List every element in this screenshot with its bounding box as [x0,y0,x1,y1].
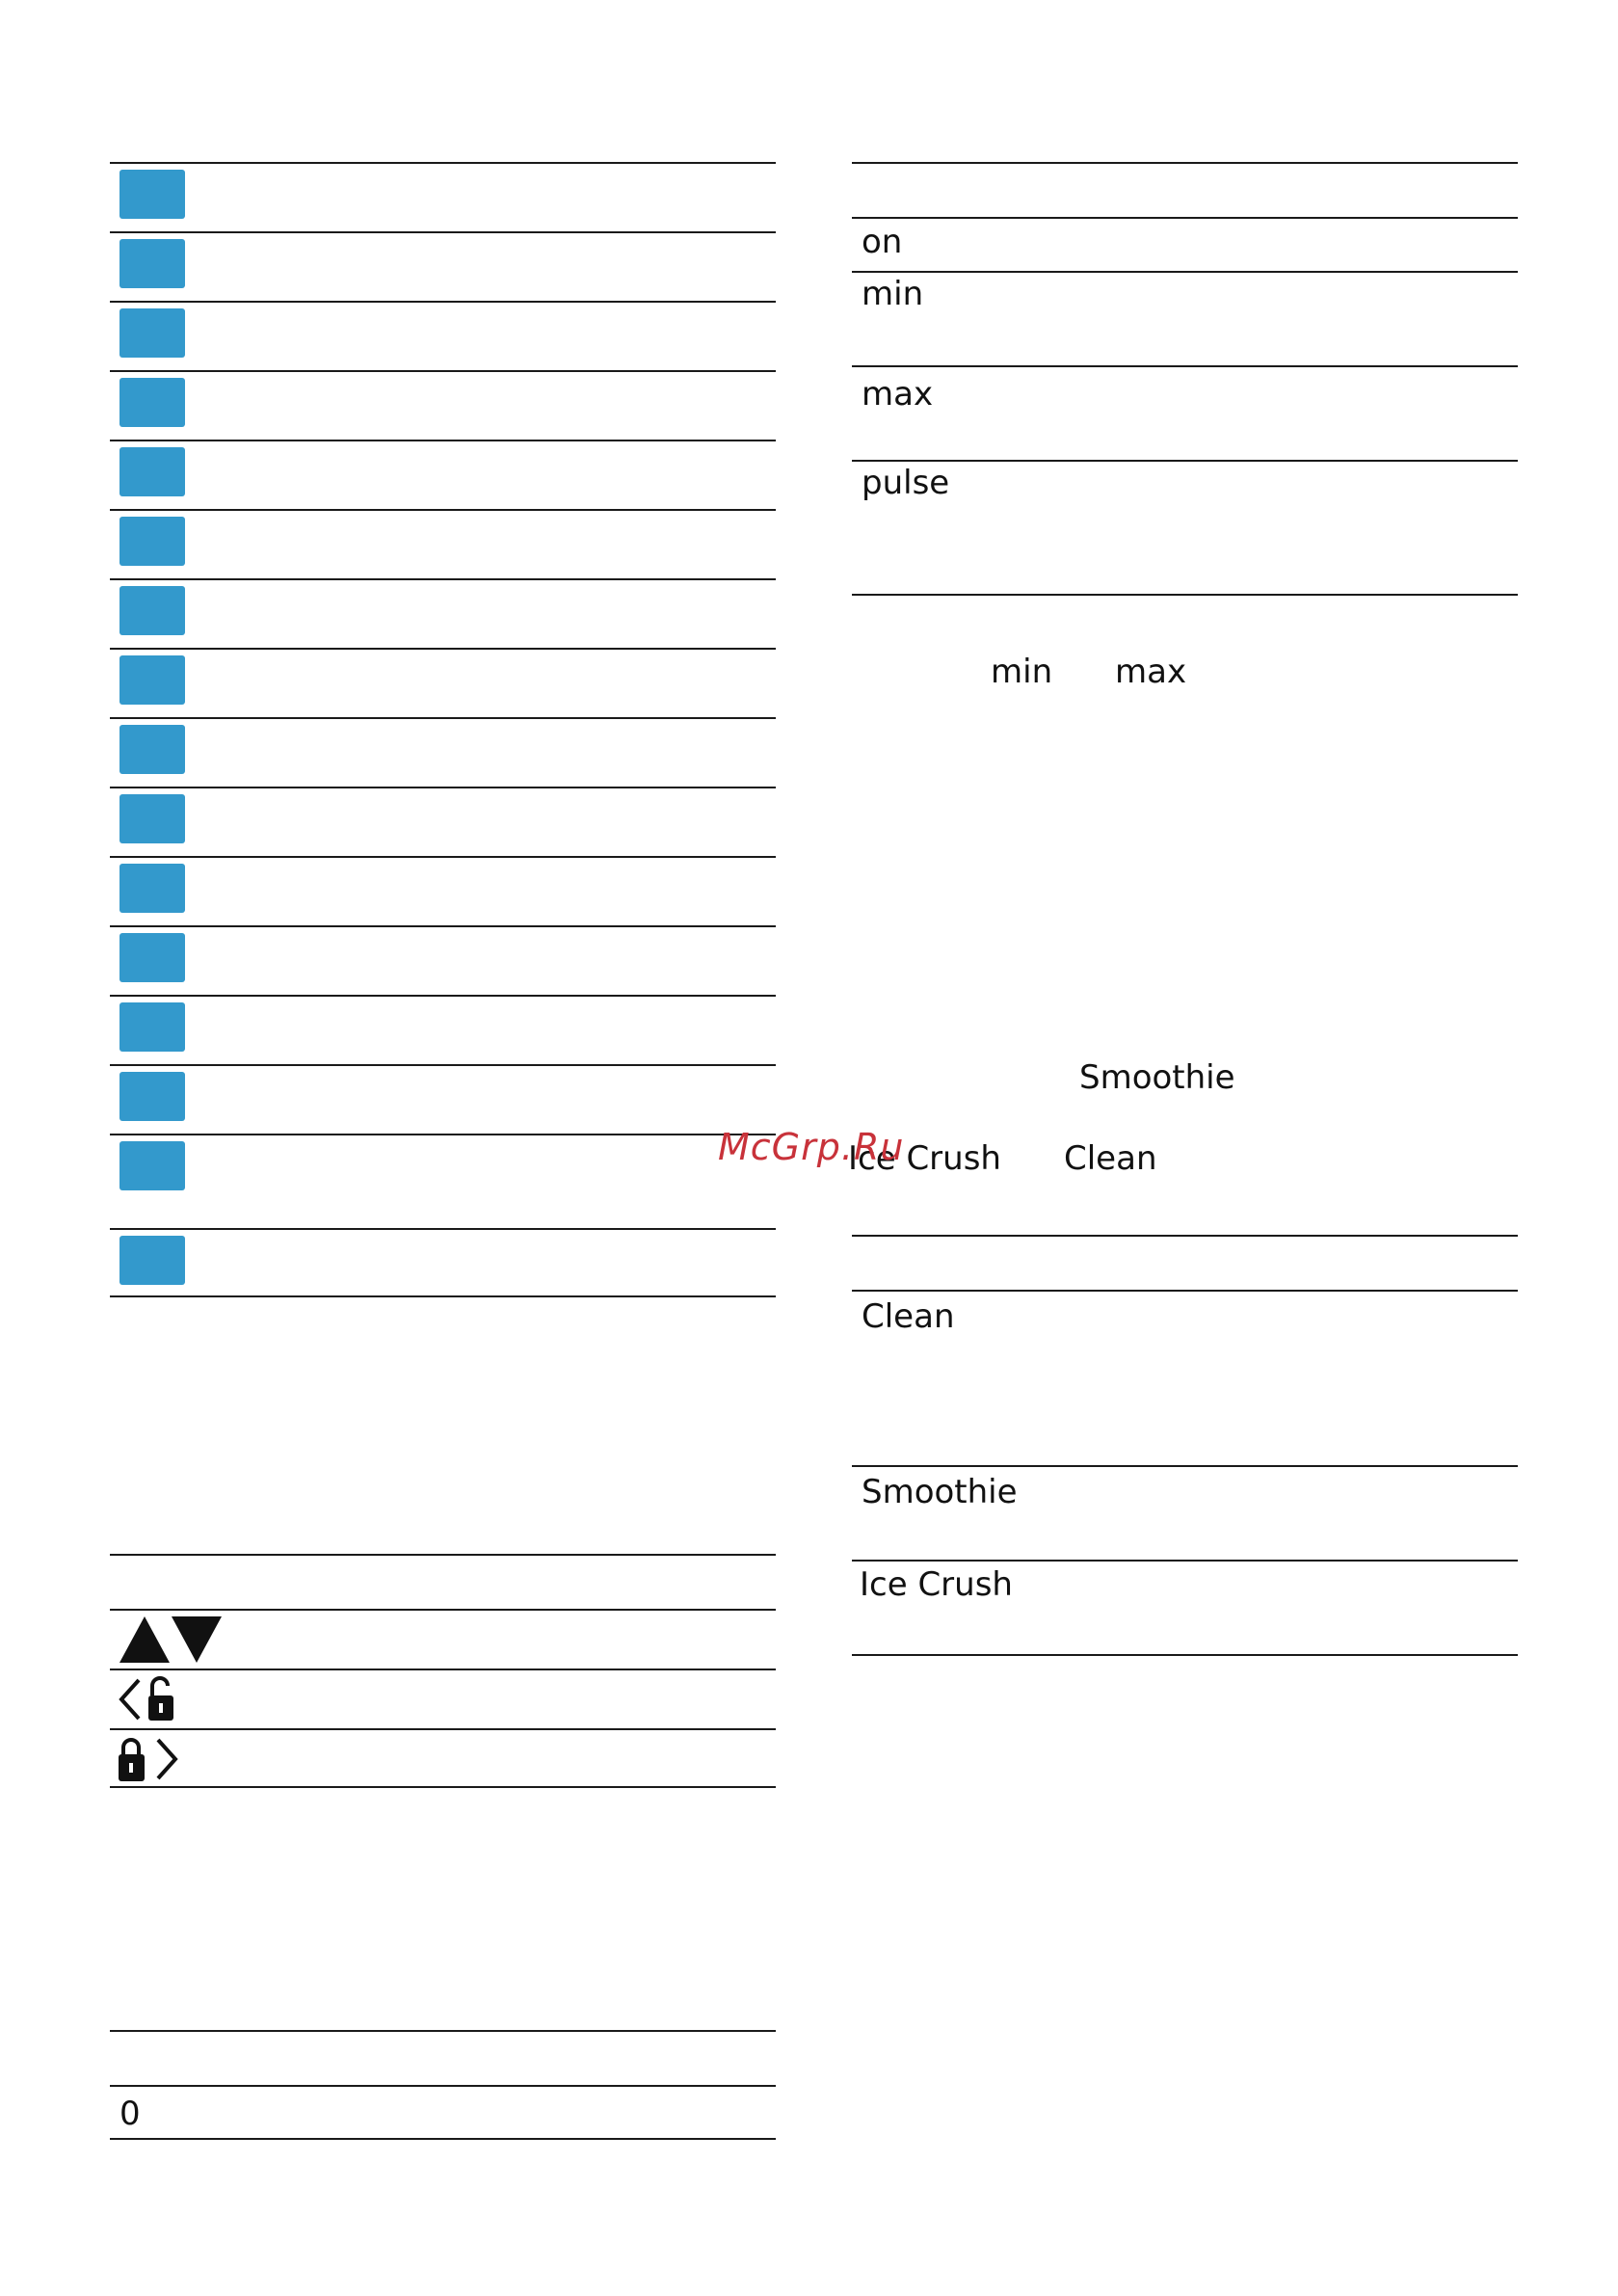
blue-badge [119,586,185,635]
settings-row-on [852,217,1518,271]
settings-table [852,162,1518,596]
symbol-table [110,1554,776,1788]
value-table [110,2030,776,2140]
blue-badge [119,1141,185,1190]
value-table-row [110,2085,776,2140]
setting-label-pulse: pulse [862,464,950,502]
program-row-clean [852,1290,1518,1465]
blue-badge [119,1002,185,1052]
blue-badge [119,933,185,982]
badge-row [110,301,776,370]
control-badge-list [110,162,776,1297]
blue-badge [119,517,185,566]
inline-min: min [991,653,1053,691]
value-cell: 0 [119,2095,141,2133]
program-row-icecrush [852,1560,1518,1656]
blue-badge [119,1236,185,1285]
symbol-row [110,1728,776,1788]
program-smoothie-inline: Smoothie [1079,1058,1235,1097]
program-clean-inline: Clean [1064,1139,1157,1178]
badge-row [110,440,776,509]
badge-row [110,370,776,440]
setting-label-min: min [862,275,924,313]
inline-max: max [1115,653,1187,691]
badge-row [110,787,776,856]
blue-badge [119,864,185,913]
setting-label-on: on [862,223,903,261]
badge-row [110,1064,776,1134]
blue-badge [119,447,185,496]
blue-badge [119,794,185,843]
program-label-icecrush: Ice Crush [860,1565,1013,1604]
badge-row [110,231,776,301]
programs-table-header [852,1235,1518,1290]
program-row-smoothie [852,1465,1518,1560]
watermark: McGrp.Ru [718,1126,905,1168]
badge-row [110,578,776,648]
badge-row [110,1134,776,1228]
badge-row [110,995,776,1064]
blue-badge [119,655,185,705]
badge-row [110,717,776,787]
blue-badge [119,725,185,774]
badge-row [110,856,776,925]
setting-label-max: max [862,375,934,414]
program-label-clean: Clean [862,1297,955,1336]
blue-badge [119,239,185,288]
badge-row [110,162,776,231]
blue-badge [119,308,185,358]
symbol-row [110,1669,776,1728]
symbol-table-header [110,1554,776,1609]
badge-row [110,648,776,717]
symbol-row [110,1609,776,1669]
arrows-up-down-icon [118,1615,224,1665]
value-table-header [110,2030,776,2085]
programs-table [852,1235,1518,1656]
settings-table-header [852,162,1518,217]
blue-badge [119,1072,185,1121]
program-icecrush-inline: Ice Crush [848,1139,1001,1178]
badge-row [110,1228,776,1297]
program-label-smoothie: Smoothie [862,1473,1018,1511]
unlock-back-icon [118,1674,185,1726]
settings-row-pulse [852,460,1518,596]
blue-badge [119,170,185,219]
settings-row-max [852,365,1518,460]
blue-badge [119,378,185,427]
settings-row-min [852,271,1518,365]
badge-row [110,509,776,578]
badge-row [110,925,776,995]
lock-forward-icon [118,1734,185,1786]
